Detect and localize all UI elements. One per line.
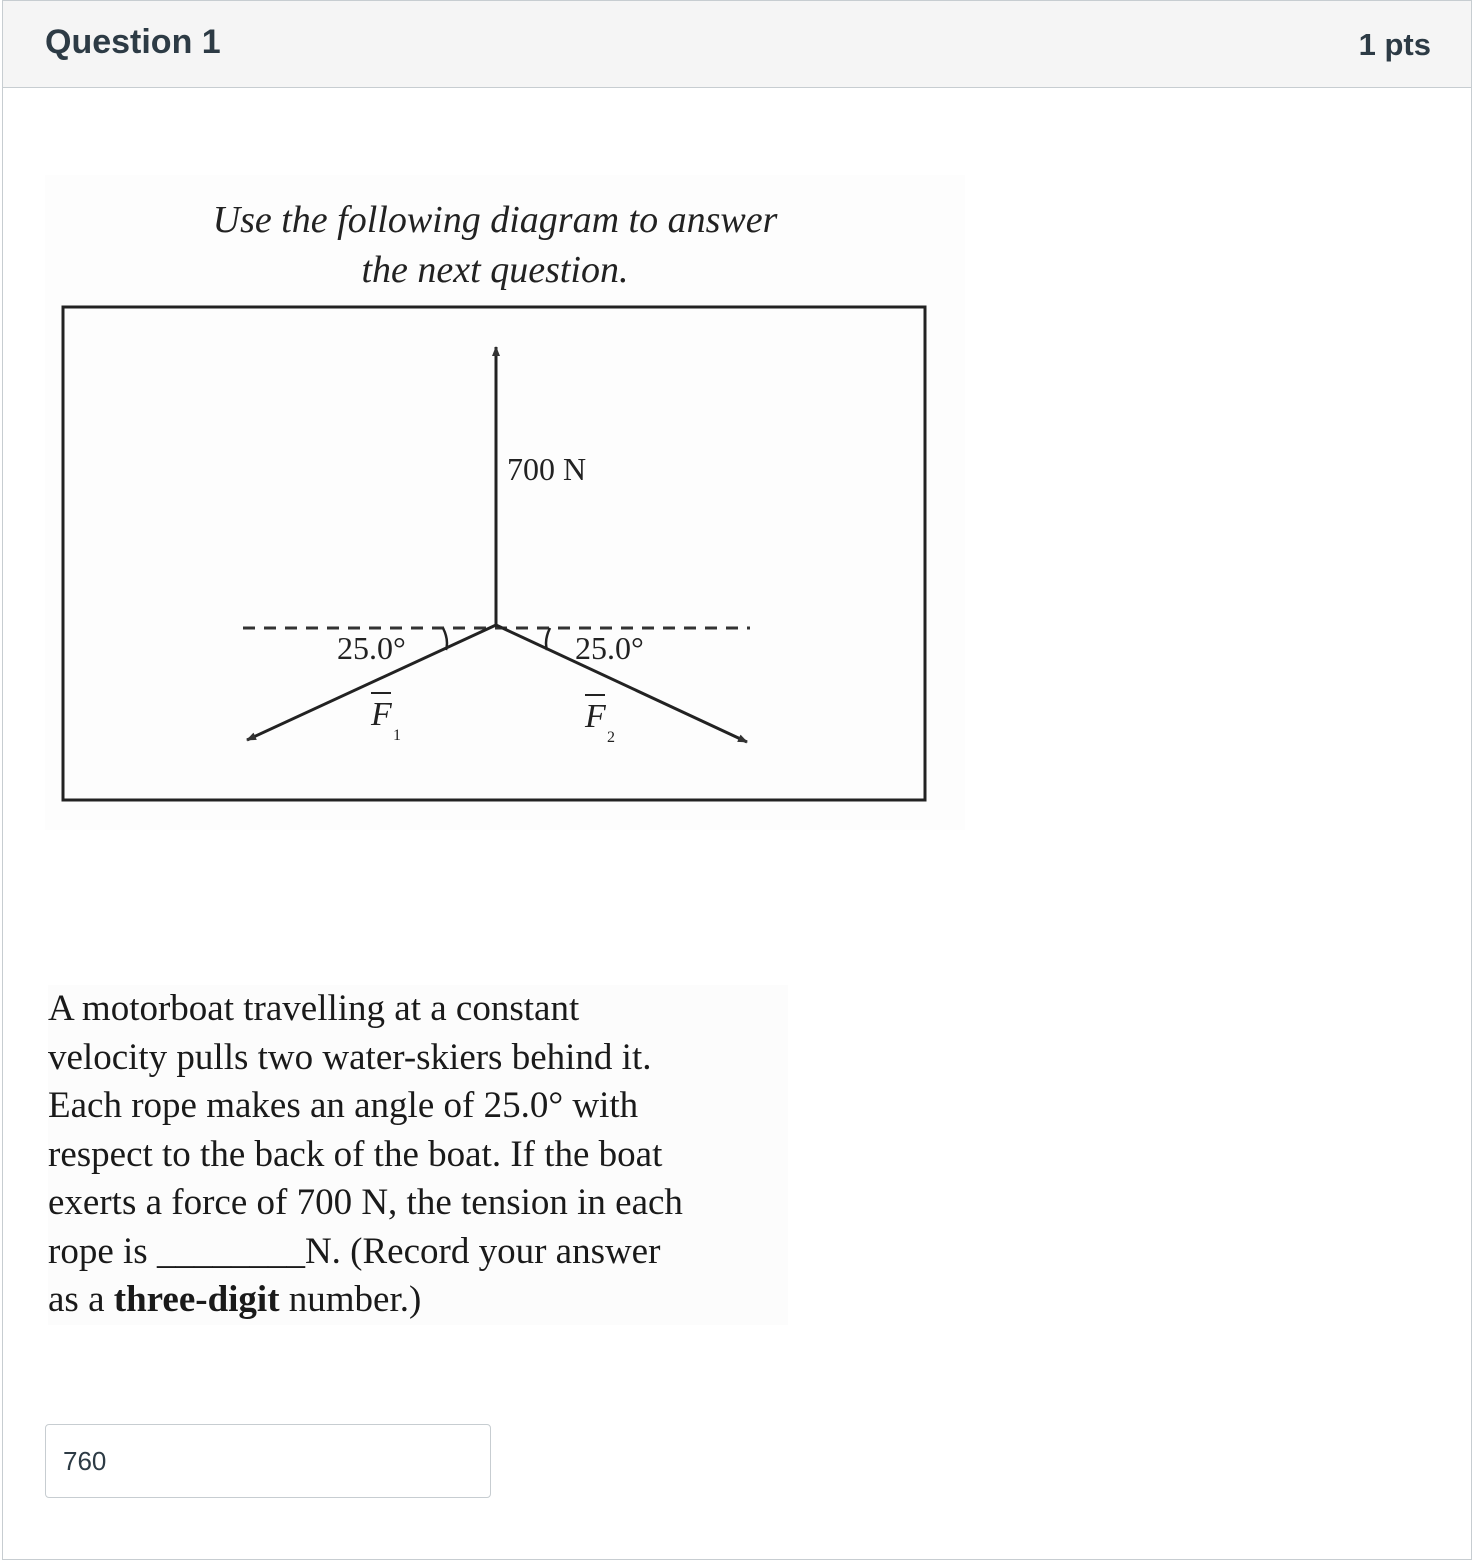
answer-input[interactable]: 760	[45, 1424, 491, 1498]
text-line: respect to the back of the boat. If the boat	[48, 1133, 663, 1175]
force-label: 700 N	[507, 451, 587, 487]
text-line	[48, 1276, 788, 1325]
f1-subscript: 1	[393, 727, 401, 744]
angle-arc-left	[443, 628, 447, 650]
angle-left-label: 25.0°	[337, 630, 406, 666]
question-title: Question 1	[45, 23, 221, 61]
question-points: 1 pts	[1358, 27, 1431, 62]
f2-subscript: 2	[607, 729, 615, 746]
answer-blank: ________	[156, 1230, 305, 1272]
intro-line: the next question.	[361, 249, 629, 291]
text-line: velocity pulls two water-skiers behind it.	[48, 1036, 652, 1078]
question-text	[48, 985, 788, 1325]
text-fragment: as a	[48, 1279, 114, 1320]
text-fragment: number.)	[279, 1279, 422, 1320]
intro-line: Use the following diagram to answer	[212, 199, 778, 241]
diagram-svg	[45, 175, 965, 830]
f2-label: F	[585, 698, 606, 735]
text-line: exerts a force of 700 N, the tension in each	[48, 1182, 683, 1223]
text-line: Each rope makes an angle of 25.0° with	[48, 1085, 639, 1126]
angle-right-label: 25.0°	[575, 630, 644, 666]
text-fragment: rope is	[48, 1230, 157, 1272]
question-header	[3, 1, 1471, 88]
force-diagram-image	[45, 175, 965, 830]
angle-arc-right	[546, 628, 550, 650]
text-line: A motorboat travelling at a constant	[48, 988, 580, 1029]
f1-label: F	[371, 696, 392, 733]
text-fragment: N. (Record your answer	[304, 1230, 661, 1272]
diagram-frame	[63, 307, 925, 800]
text-line	[48, 1228, 788, 1277]
text-bold: three-digit	[113, 1279, 280, 1320]
